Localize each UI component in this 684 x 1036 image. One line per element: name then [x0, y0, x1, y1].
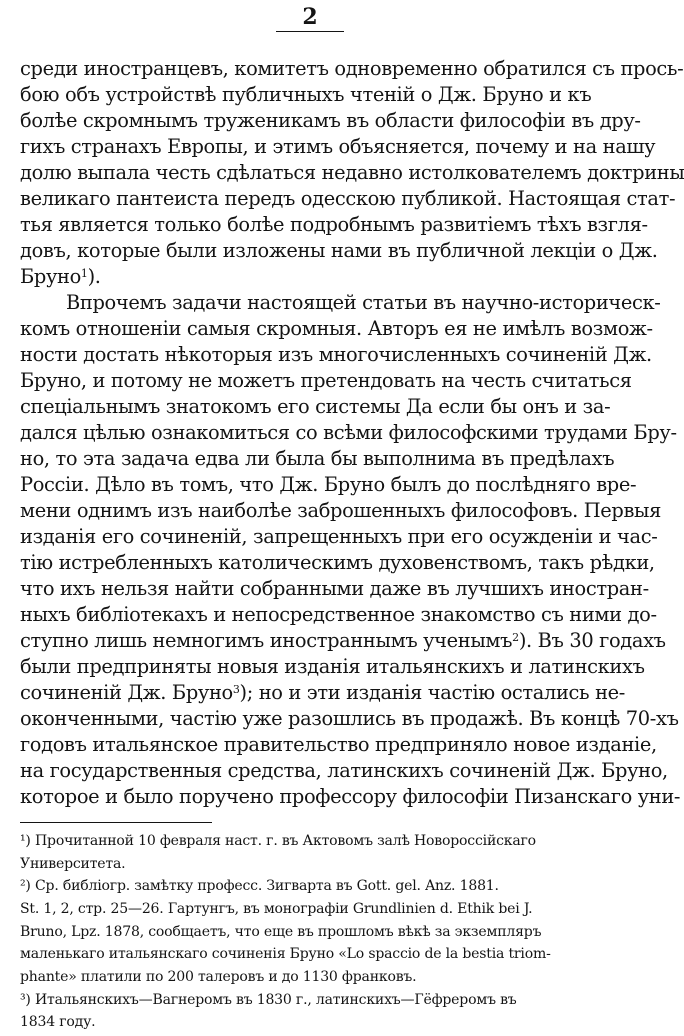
body-line: гихъ странахъ Европы, и этимъ объясняется, почему и на нашу — [20, 135, 656, 158]
footnote-line: 1834 году. — [20, 1014, 96, 1031]
footnote-separator — [20, 822, 212, 823]
body-line: великаго пантеиста передъ одесскою публикой. Настоящая стат- — [20, 187, 676, 210]
body-line: тья является только болѣе подробнымъ развитіемъ тѣхъ взгля- — [20, 213, 648, 236]
body-line: Впрочемъ задачи настоящей статьи въ научно-историческ- — [66, 291, 661, 314]
body-line: болѣе скромнымъ труженикамъ въ области философіи въ дру- — [20, 109, 641, 132]
body-line: что ихъ нельзя найти собранными даже въ лучшихъ иностран- — [20, 577, 649, 600]
body-line: Россіи. Дѣло въ томъ, что Дж. Бруно былъ до послѣдняго вре- — [20, 473, 637, 496]
body-line: бою объ устройствѣ публичныхъ чтеній о Дж. Бруно и къ — [20, 83, 592, 106]
footnote-line: маленькаго итальянскаго сочиненія Бруно «Lo spaccio de la bestia triom- — [20, 946, 551, 963]
footnote-ref: 3 — [232, 683, 240, 696]
body-line: ныхъ библіотекахъ и непосредственное знакомство съ ними до- — [20, 603, 657, 626]
body-line: которое и было поручено профессору философіи Пизанскаго уни- — [20, 785, 681, 808]
body-line: годовъ итальянское правительство предприняло новое изданіе, — [20, 733, 657, 756]
footnote-line: Bruno, Lpz. 1878, сообщаетъ, что еще въ прошломъ вѣкѣ за экземпляръ — [20, 923, 542, 940]
body-line: довъ, которые были изложены нами въ публичной лекціи о Дж. — [20, 239, 658, 262]
body-line: Бруно, и потому не можетъ претендовать на честь считаться — [20, 369, 632, 392]
body-line: дался цѣлью ознакомиться со всѣми философскими трудами Бру- — [20, 421, 677, 444]
body-line: ступно лишь немногимъ иностраннымъ ученымъ$^2$). Въ 30 годахъ — [20, 629, 666, 652]
footnote-ref: 1 — [80, 267, 88, 280]
footnote-line: St. 1, 2, стр. 25—26. Гартунгъ, въ монографіи Grundlinien d. Ethik bei J. — [20, 901, 533, 917]
body-line: но, то эта задача едва ли была бы выполнима въ предѣлахъ — [20, 447, 615, 470]
footnote-ref: 2 — [512, 631, 519, 644]
page-number: 2 — [0, 4, 620, 32]
footnote-line: ¹) Прочитанной 10 февраля наст. г. въ Актовомъ залѣ Новороссійскаго — [20, 833, 536, 849]
body-line: спеціальнымъ знатокомъ его системы Да если бы онъ и за- — [20, 395, 611, 418]
body-line: на государственныя средства, латинскихъ сочиненій Дж. Бруно, — [20, 759, 668, 782]
body-line: были предприняты новыя изданія итальянскихъ и латинскихъ — [20, 655, 645, 678]
body-line: мени однимъ изъ наиболѣе заброшенныхъ философовъ. Первыя — [20, 499, 661, 522]
body-line: изданія его сочиненій, запрещенныхъ при его осужденіи и час- — [20, 525, 658, 548]
footnote-line: phante» платили по 200 талеровъ и до 1130 франковъ. — [20, 969, 417, 985]
body-line: среди иностранцевъ, комитетъ одновременно обратился съ прось- — [20, 57, 684, 80]
footnote-line: ³) Итальянскихъ—Вагнеромъ въ 1830 г., латинскихъ—Гёфреромъ въ — [20, 991, 517, 1008]
body-line: комъ отношеніи самыя скромныя. Авторъ ея не имѣлъ возмож- — [20, 317, 653, 340]
body-line: долю выпала честь сдѣлаться недавно истолкователемъ доктрины — [20, 161, 684, 184]
body-line: оконченными, частію уже разошлись въ продажѣ. Въ концѣ 70-хъ — [20, 707, 679, 730]
body-line: Бруно$^1$). — [20, 265, 101, 288]
footnote-line: Университета. — [20, 855, 126, 872]
body-line: сочиненій Дж. Бруно$^3$); но и эти изданія частію остались не- — [20, 681, 625, 704]
body-line: тію истребленныхъ католическимъ духовенствомъ, такъ рѣдки, — [20, 551, 655, 574]
footnote-line: ²) Ср. библіогр. замѣтку професс. Зигварта въ Gott. gel. Anz. 1881. — [20, 878, 499, 895]
body-line: ности достать нѣкоторыя изъ многочисленныхъ сочиненій Дж. — [20, 343, 652, 366]
